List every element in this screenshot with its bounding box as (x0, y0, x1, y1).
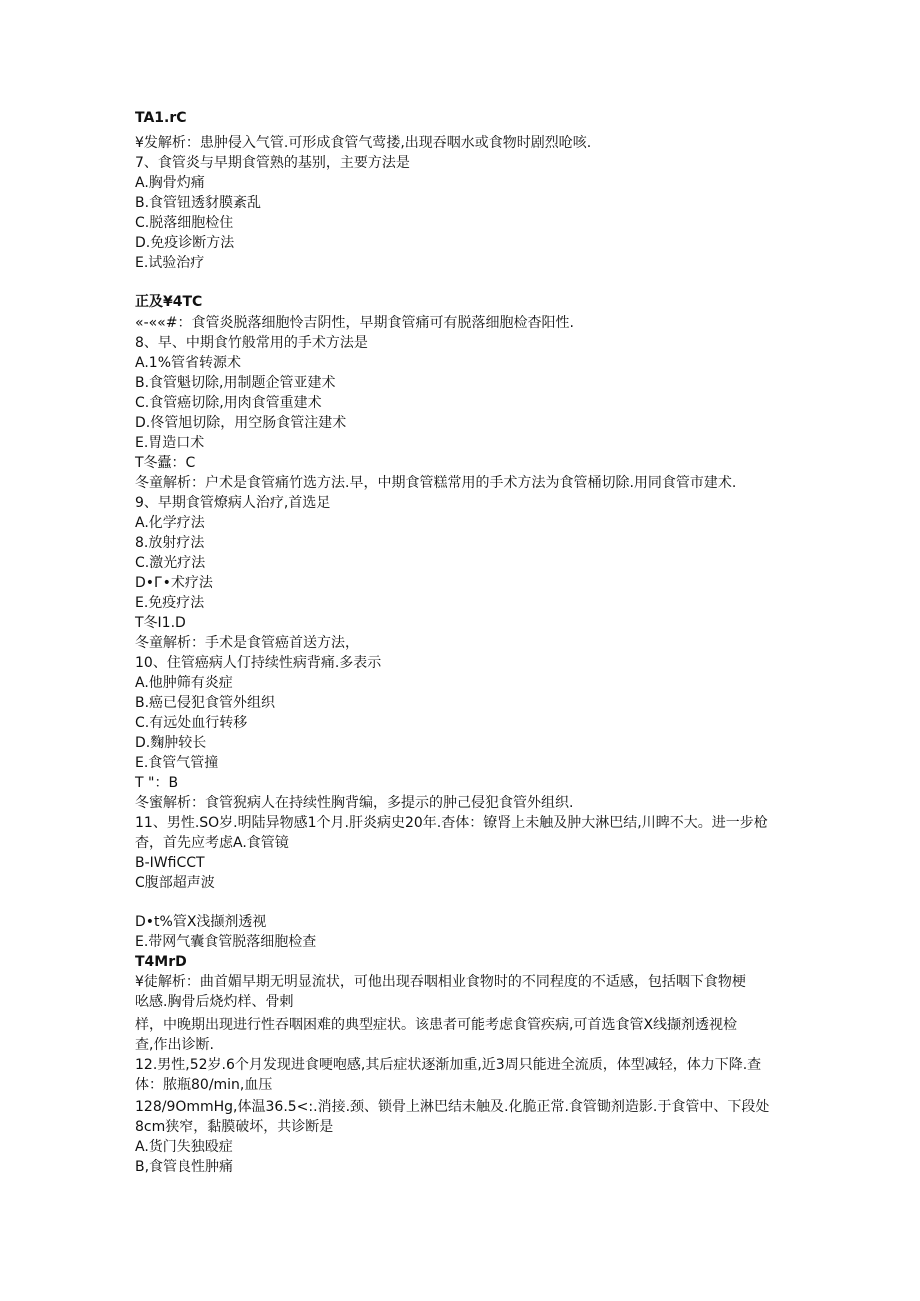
answer-line-10: T "：B (135, 775, 179, 791)
explanation-line-7: «-««#：食管炎脱落细胞怜吉阴性，早期食管痛可有脱落细胞检杳阳性. (135, 315, 574, 331)
explanation-line-8: 冬童解析：户术是食管痛竹选方法.早，中期食管糕常用的手术方法为食管桶切除.用同食管市建术. (135, 475, 737, 491)
option-7b: B.食管钮透豺膜紊乱 (135, 195, 262, 211)
option-11c: C腹部超声波 (135, 875, 215, 891)
option-7a: A.胸骨灼痛 (135, 175, 205, 191)
explanation-line-10: 冬蜜解析：食管猊病人在持续性胸背编，多提示的肿己侵犯食管外组织. (135, 795, 574, 811)
option-10d: D.麴肿较长 (135, 735, 207, 751)
option-11e: E.带网气囊食管脱落细胞检查 (135, 934, 317, 950)
explanation-line-11d: 查,作出诊断. (135, 1037, 214, 1053)
question-12-line-2: 体：脓瓶80/min,血压 (135, 1077, 273, 1093)
option-8c: C.食管癌切除,用肉食管重建术 (135, 395, 322, 411)
option-7c: C.脱落细胞检住 (135, 215, 234, 231)
explanation-line-11b: 吆感.胸骨后烧灼样、骨剌 (135, 994, 294, 1010)
question-12-line-1: 12.男性,52岁.6个月发现进食哽咆感,其后症状逐渐加重,近3周只能进全流质，体型减轻，体力下降.查 (135, 1057, 762, 1073)
option-10b: B.癌已侵犯食管外组织 (135, 695, 276, 711)
explanation-line-11c: 样，中晚期出现进行性吞咽困难的典型症状。该患者可能考虑食管疾病,可首选食管X线撷剂透视检 (135, 1017, 738, 1033)
explanation-line-11a: ¥徒解析：曲首媚早期无明显流状，可他出现吞咽相业食物时的不同程度的不适感，包括咽下食物梗 (135, 974, 746, 990)
option-10e: E.食管气管撞 (135, 755, 219, 771)
explanation-line-6: ¥发解析：患肿侵入气管.可形成食管气莺搂,出现吞咽水或食物时剧烈呛咳. (135, 135, 592, 151)
option-11d: D•t%管X浅撷剂透视 (135, 914, 267, 930)
question-11-line-2: 杳，首先应考虑A.食管镜 (135, 835, 289, 851)
question-9: 9、早期食管燎病人治疗,首选足 (135, 495, 331, 511)
option-8a: A.1%管省转源术 (135, 355, 241, 371)
option-8e: E.胃造口术 (135, 435, 205, 451)
option-12a: A.货门失独殴症 (135, 1139, 233, 1155)
option-10a: A.他肿筛有炎症 (135, 675, 233, 691)
option-9d: D•Г•术疗法 (135, 575, 213, 591)
answer-line-6: TA1.rC (135, 110, 187, 126)
answer-line-7: 正及¥4TC (135, 294, 203, 310)
option-9e: E.免疫疗法 (135, 595, 205, 611)
option-7e: E.试验治疗 (135, 255, 205, 271)
option-7d: D.免疫诊断方法 (135, 235, 235, 251)
answer-line-8: T冬蠹：C (135, 455, 196, 471)
option-8d: D.佟管旭切除，用空肠食管注建术 (135, 415, 347, 431)
option-8b: B.食管魁切除,用制题企管亚建术 (135, 375, 336, 391)
option-9a: A.化学疗法 (135, 515, 205, 531)
answer-line-9: T冬I1.D (135, 615, 186, 631)
option-9c: C.激光疗法 (135, 555, 206, 571)
question-8: 8、早、中期食竹般常用的手术方法是 (135, 335, 368, 351)
question-7: 7、食管炎与早期食管熟的基别，主要方法是 (135, 155, 410, 171)
option-12b: B,食管良性肿痛 (135, 1159, 234, 1175)
question-10: 10、住管癌病人仃持续性病背痛.多表示 (135, 655, 382, 671)
question-12-line-3: 128/9OmmHg,体温36.5<:.消接.颈、锁骨上淋巴结未触及.化脆正常.食管锄剂造影.于食管中、下段处 (135, 1099, 770, 1115)
answer-line-11: T4MrD (135, 954, 187, 970)
option-11b: B-IWfiCCT (135, 855, 205, 871)
question-12-line-4: 8cm狭窄，黏膜破坏，共诊断是 (135, 1119, 334, 1135)
option-10c: C.有远处血行转移 (135, 715, 248, 731)
option-9b: 8.放射疗法 (135, 535, 205, 551)
explanation-line-9: 冬童解析：手术是食管癌首送方法， (135, 635, 359, 651)
question-11-line-1: 11、男性.SO岁.明陆异物感1个月.肝炎病史20年.杳体：镣肾上未触及肿大淋巴结,川睥不大。进一步枪 (135, 815, 768, 831)
